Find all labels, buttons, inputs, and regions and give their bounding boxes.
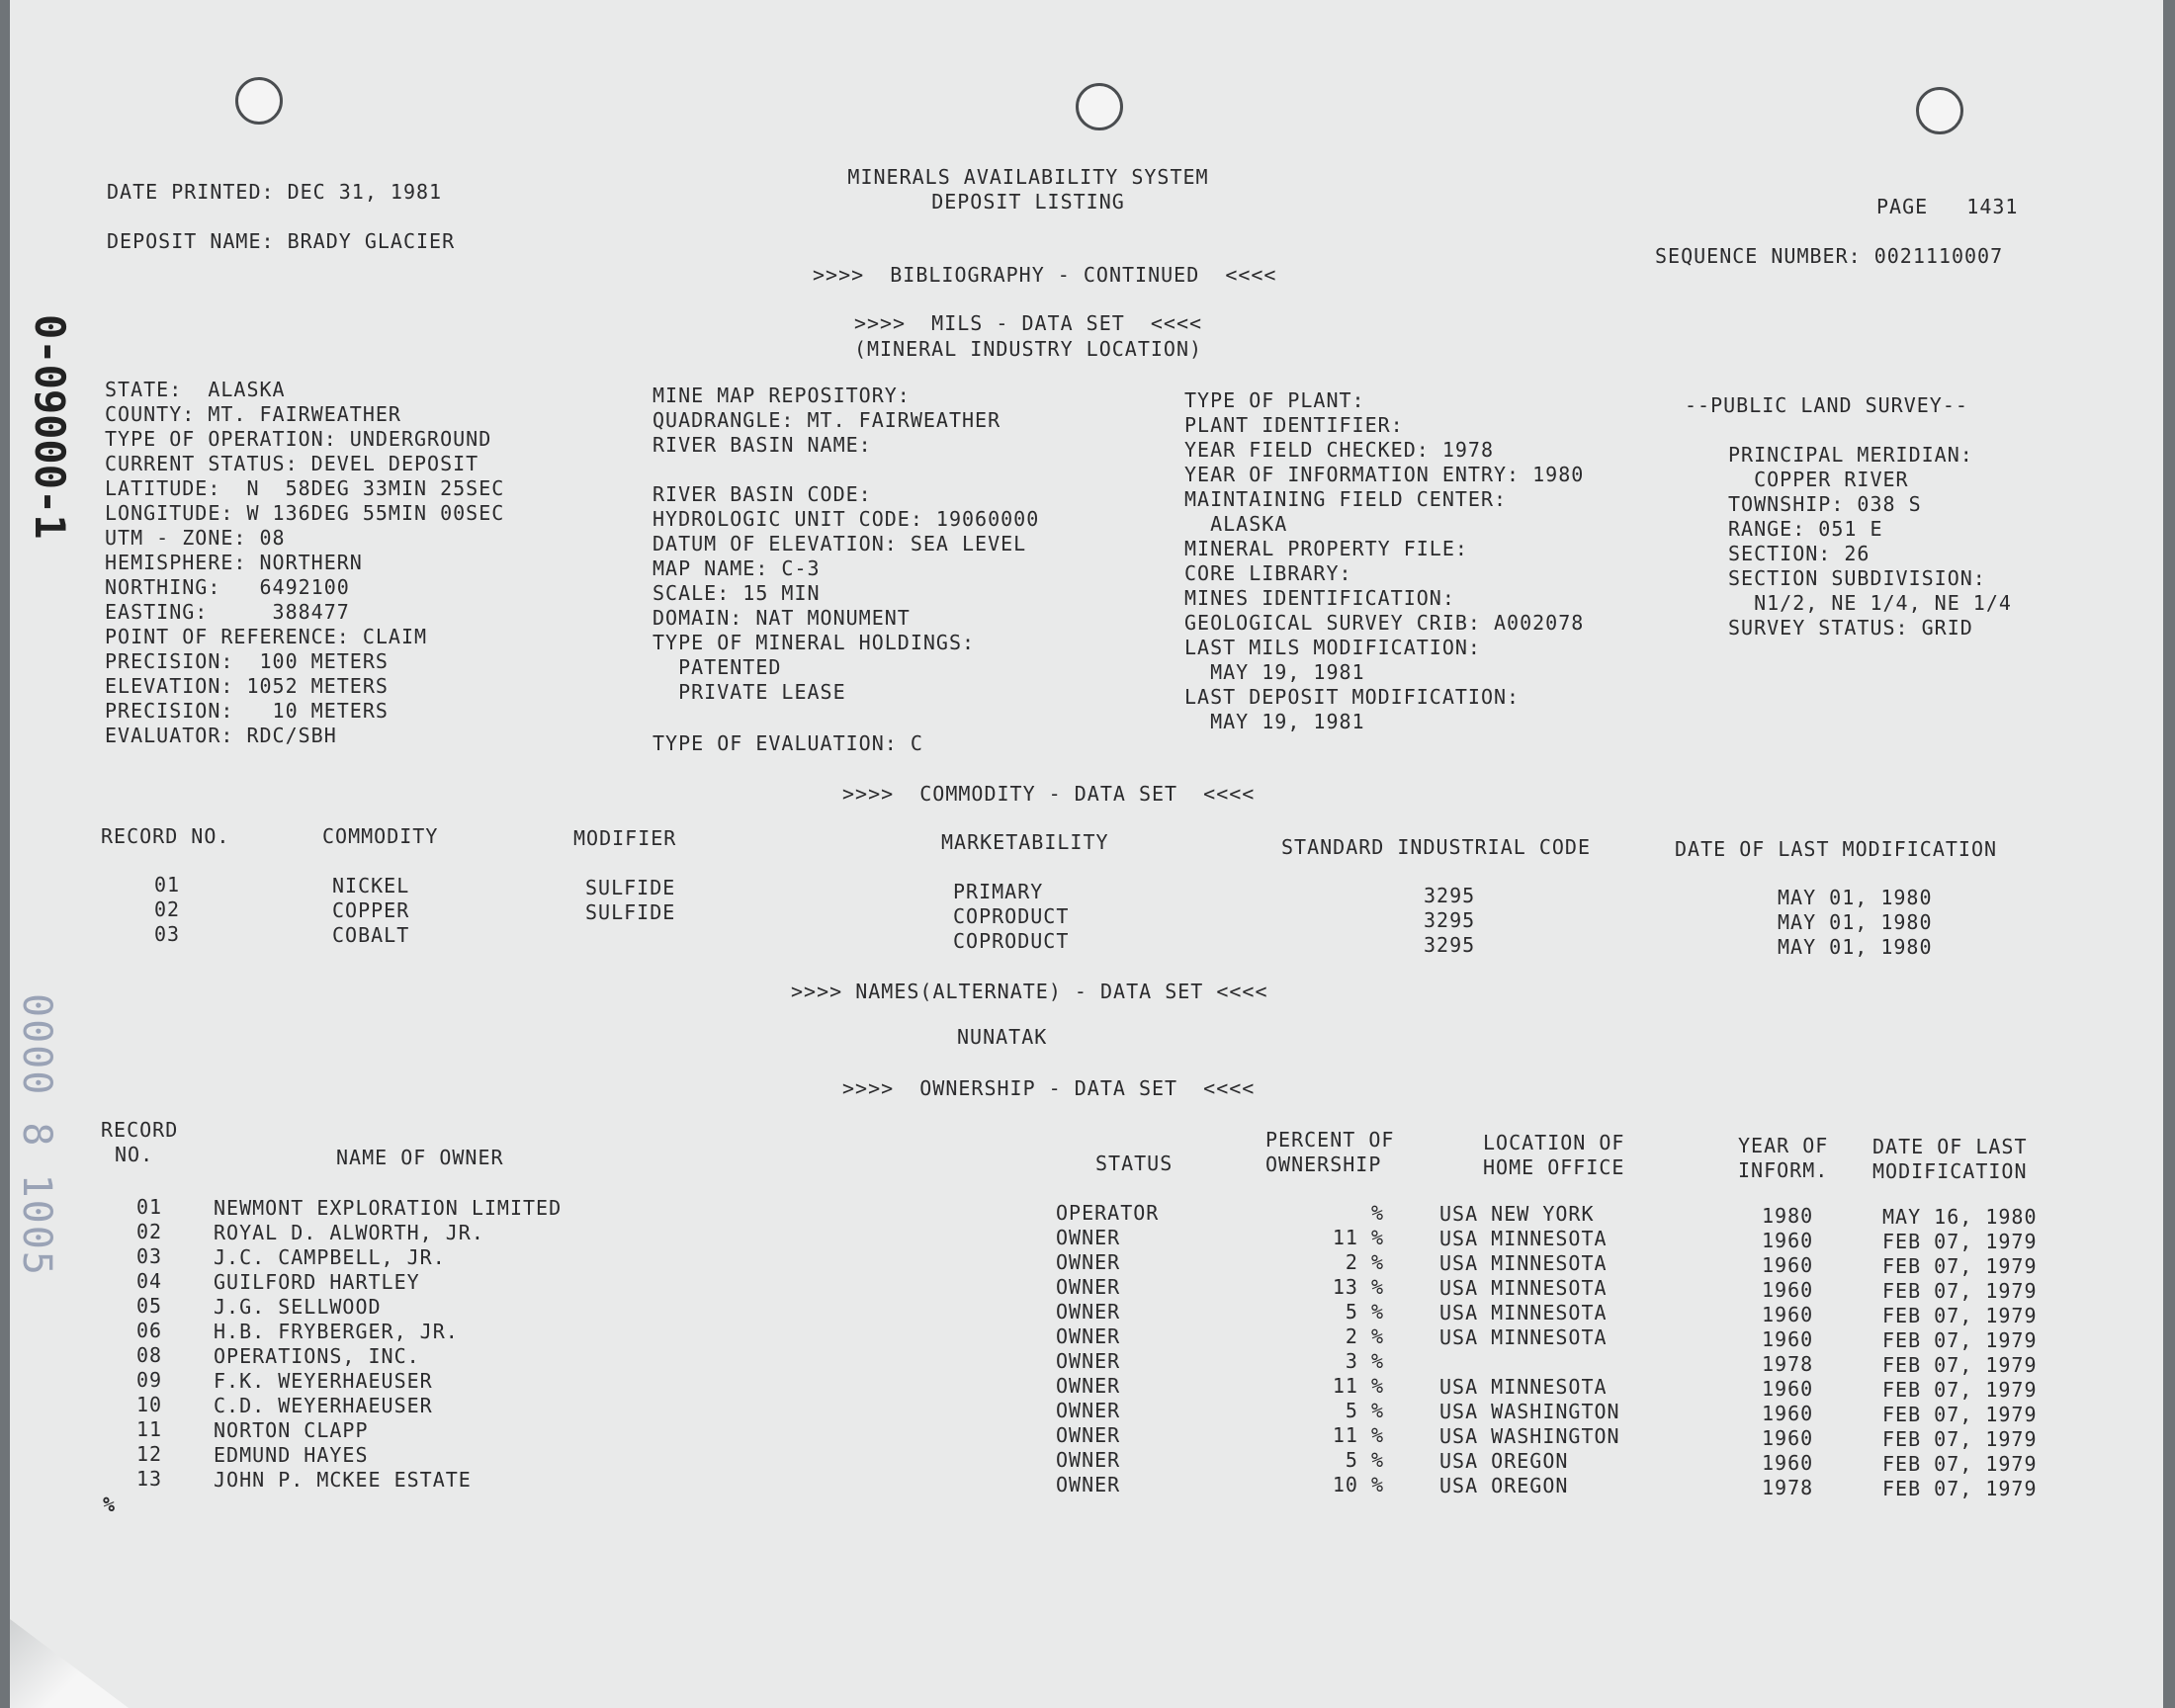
ownership-percent: 2 % (1345, 1250, 1384, 1274)
mils-plant-line: MAINTAINING FIELD CENTER: (1184, 487, 1508, 511)
ownership-owner-name: NEWMONT EXPLORATION LIMITED (214, 1196, 563, 1220)
commodity-modifier: SULFIDE (585, 900, 676, 924)
ownership-header-status: STATUS (1095, 1152, 1174, 1175)
ownership-header-year-2: INFORM. (1738, 1158, 1829, 1182)
ownership-owner-name: JOHN P. MCKEE ESTATE (214, 1468, 472, 1492)
punch-hole-left (235, 77, 283, 125)
ownership-record-no: 05 (136, 1294, 163, 1318)
ownership-year: 1980 (1762, 1204, 1814, 1228)
type-of-evaluation: TYPE OF EVALUATION: C (652, 731, 923, 755)
commodity-name: COBALT (332, 923, 410, 947)
ownership-owner-name: C.D. WEYERHAEUSER (214, 1394, 433, 1417)
mils-title: >>>> MILS - DATA SET <<<< (853, 311, 1203, 335)
commodity-modifier: SULFIDE (585, 876, 676, 899)
ownership-owner-name: F.K. WEYERHAEUSER (214, 1369, 433, 1393)
mils-hydrology-line: MAP NAME: C-3 (652, 556, 821, 580)
margin-faint-number: 0000 8 1005 (14, 993, 59, 1277)
ownership-record-no: 08 (136, 1343, 163, 1367)
ownership-percent: 5 % (1345, 1448, 1384, 1472)
ownership-status: OWNER (1056, 1275, 1121, 1299)
mils-plant-line: MINES IDENTIFICATION: (1184, 586, 1455, 610)
public-land-survey-line: PRINCIPAL MERIDIAN: (1728, 443, 1973, 467)
commodity-title: >>>> COMMODITY - DATA SET <<<< (842, 782, 1256, 806)
deposit-name: DEPOSIT NAME: BRADY GLACIER (107, 229, 456, 253)
page-number: PAGE 1431 (1876, 195, 2019, 218)
mils-plant-line: LAST MILS MODIFICATION: (1184, 636, 1481, 659)
commodity-marketability: COPRODUCT (953, 929, 1070, 953)
mils-plant-line: TYPE OF PLANT: (1184, 388, 1365, 412)
ownership-location: USA MINNESOTA (1439, 1375, 1608, 1399)
commodity-header-commodity: COMMODITY (322, 824, 439, 848)
ownership-record-no: 09 (136, 1368, 163, 1392)
mils-plant-line: LAST DEPOSIT MODIFICATION: (1184, 685, 1521, 709)
ownership-date: FEB 07, 1979 (1882, 1353, 2038, 1377)
mils-map-column (652, 384, 1000, 458)
ownership-percent: 5 % (1345, 1300, 1384, 1324)
commodity-marketability: PRIMARY (953, 880, 1044, 903)
ownership-owner-name: OPERATIONS, INC. (214, 1344, 420, 1368)
ownership-year: 1960 (1762, 1303, 1814, 1326)
ownership-header-location-2: HOME OFFICE (1483, 1155, 1625, 1179)
ownership-location: USA MINNESOTA (1439, 1251, 1608, 1275)
mils-plant-column (1184, 388, 1584, 734)
ownership-percent: 11 % (1332, 1226, 1384, 1249)
commodity-sic: 3295 (1424, 884, 1476, 907)
ownership-year: 1978 (1762, 1352, 1814, 1376)
mils-location-line: LATITUDE: N 58DEG 33MIN 25SEC (105, 476, 505, 500)
punch-hole-right (1916, 87, 1963, 134)
sequence-number: SEQUENCE NUMBER: 0021110007 (1655, 244, 2004, 268)
ownership-status: OWNER (1056, 1349, 1121, 1373)
mils-hydrology-line: PATENTED (652, 655, 782, 679)
ownership-location: USA WASHINGTON (1439, 1424, 1620, 1448)
ownership-record-no: 11 (136, 1417, 163, 1441)
public-land-survey-line: RANGE: 051 E (1728, 517, 1883, 541)
commodity-name: NICKEL (332, 874, 410, 897)
commodity-record-no: 01 (154, 873, 181, 897)
commodity-header-modifier: MODIFIER (573, 826, 677, 850)
mils-location-line: UTM - ZONE: 08 (105, 526, 286, 550)
mils-plant-line: GEOLOGICAL SURVEY CRIB: A002078 (1184, 611, 1585, 635)
margin-stamp-number: 0-09000-1 (26, 314, 74, 540)
ownership-header-location-1: LOCATION OF (1483, 1131, 1625, 1154)
mils-location-line: TYPE OF OPERATION: UNDERGROUND (105, 427, 492, 451)
ownership-percent: 11 % (1332, 1374, 1384, 1398)
mils-map-line: MINE MAP REPOSITORY: (652, 384, 911, 407)
ownership-date: FEB 07, 1979 (1882, 1452, 2038, 1476)
bibliography-continued: >>>> BIBLIOGRAPHY - CONTINUED <<<< (813, 263, 1277, 287)
mils-plant-line: MINERAL PROPERTY FILE: (1184, 537, 1468, 560)
commodity-header-sic: STANDARD INDUSTRIAL CODE (1281, 835, 1591, 859)
ownership-date: FEB 07, 1979 (1882, 1378, 2038, 1402)
commodity-sic: 3295 (1424, 908, 1476, 932)
ownership-owner-name: NORTON CLAPP (214, 1418, 369, 1442)
mils-hydrology-line: PRIVATE LEASE (652, 680, 846, 704)
mils-subtitle: (MINERAL INDUSTRY LOCATION) (853, 337, 1203, 361)
mils-location-line: LONGITUDE: W 136DEG 55MIN 00SEC (105, 501, 505, 525)
ownership-record-no: 10 (136, 1393, 163, 1416)
mils-hydrology-line: TYPE OF MINERAL HOLDINGS: (652, 631, 976, 654)
ownership-title: >>>> OWNERSHIP - DATA SET <<<< (842, 1076, 1256, 1100)
ownership-location: USA MINNESOTA (1439, 1227, 1608, 1250)
ownership-percent: 13 % (1332, 1275, 1384, 1299)
public-land-survey-line: N1/2, NE 1/4, NE 1/4 (1728, 591, 2012, 615)
ownership-owner-name: GUILFORD HARTLEY (214, 1270, 420, 1294)
ownership-year: 1960 (1762, 1229, 1814, 1252)
ownership-header-date-1: DATE OF LAST (1872, 1135, 2028, 1158)
public-land-survey-line: SECTION: 26 (1728, 542, 1870, 565)
ownership-year: 1960 (1762, 1327, 1814, 1351)
names-title: >>>> NAMES(ALTERNATE) - DATA SET <<<< (791, 980, 1268, 1003)
ownership-date: FEB 07, 1979 (1882, 1279, 2038, 1303)
commodity-header-record: RECORD NO. (101, 824, 230, 848)
ownership-location: USA OREGON (1439, 1449, 1569, 1473)
footer-percent-mark: % (103, 1493, 117, 1516)
mils-location-line: HEMISPHERE: NORTHERN (105, 551, 363, 574)
alternate-name: NUNATAK (957, 1025, 1048, 1049)
ownership-status: OWNER (1056, 1226, 1121, 1249)
ownership-location: USA MINNESOTA (1439, 1325, 1608, 1349)
ownership-status: OWNER (1056, 1324, 1121, 1348)
commodity-date: MAY 01, 1980 (1778, 886, 1933, 909)
commodity-header-marketability: MARKETABILITY (941, 830, 1109, 854)
ownership-owner-name: ROYAL D. ALWORTH, JR. (214, 1221, 484, 1244)
ownership-owner-name: EDMUND HAYES (214, 1443, 369, 1467)
ownership-header-year-1: YEAR OF (1738, 1134, 1829, 1157)
mils-location-line: STATE: ALASKA (105, 378, 286, 401)
commodity-name: COPPER (332, 898, 410, 922)
ownership-date: FEB 07, 1979 (1882, 1254, 2038, 1278)
ownership-year: 1960 (1762, 1426, 1814, 1450)
commodity-sic: 3295 (1424, 933, 1476, 957)
commodity-record-no: 02 (154, 897, 181, 921)
mils-location-line: CURRENT STATUS: DEVEL DEPOSIT (105, 452, 479, 475)
ownership-owner-name: H.B. FRYBERGER, JR. (214, 1320, 459, 1343)
ownership-year: 1978 (1762, 1476, 1814, 1499)
ownership-header-percent-2: OWNERSHIP (1265, 1153, 1382, 1176)
commodity-record-no: 03 (154, 922, 181, 946)
ownership-year: 1960 (1762, 1451, 1814, 1475)
ownership-percent: 3 % (1345, 1349, 1384, 1373)
ownership-year: 1960 (1762, 1253, 1814, 1277)
commodity-header-date: DATE OF LAST MODIFICATION (1675, 837, 1998, 861)
ownership-header-date-2: MODIFICATION (1872, 1159, 2028, 1183)
public-land-survey-title: --PUBLIC LAND SURVEY-- (1685, 393, 1968, 417)
ownership-status: OWNER (1056, 1399, 1121, 1422)
ownership-record-no: 04 (136, 1269, 163, 1293)
mils-hydrology-line: SCALE: 15 MIN (652, 581, 821, 605)
listing-title: DEPOSIT LISTING (931, 190, 1125, 214)
date-printed: DATE PRINTED: DEC 31, 1981 (107, 180, 443, 204)
ownership-year: 1960 (1762, 1402, 1814, 1425)
ownership-status: OWNER (1056, 1448, 1121, 1472)
public-land-survey-column (1728, 443, 2012, 640)
ownership-header-no: NO. (115, 1143, 154, 1166)
public-land-survey-line: SURVEY STATUS: GRID (1728, 616, 1973, 640)
ownership-status: OWNER (1056, 1423, 1121, 1447)
ownership-status: OWNER (1056, 1374, 1121, 1398)
mils-plant-line: MAY 19, 1981 (1184, 710, 1365, 733)
mils-location-line: ELEVATION: 1052 METERS (105, 674, 389, 698)
ownership-date: FEB 07, 1979 (1882, 1230, 2038, 1253)
mils-plant-line: YEAR FIELD CHECKED: 1978 (1184, 438, 1494, 462)
ownership-percent: 2 % (1345, 1324, 1384, 1348)
mils-plant-line: MAY 19, 1981 (1184, 660, 1365, 684)
mils-location-line: EASTING: 388477 (105, 600, 350, 624)
mils-map-line: QUADRANGLE: MT. FAIRWEATHER (652, 408, 1001, 432)
ownership-location: USA MINNESOTA (1439, 1301, 1608, 1324)
ownership-date: FEB 07, 1979 (1882, 1427, 2038, 1451)
mils-location-line: POINT OF REFERENCE: CLAIM (105, 625, 428, 648)
ownership-record-no: 13 (136, 1467, 163, 1491)
ownership-percent: 5 % (1345, 1399, 1384, 1422)
ownership-status: OPERATOR (1056, 1201, 1160, 1225)
mils-plant-line: PLANT IDENTIFIER: (1184, 413, 1404, 437)
ownership-year: 1960 (1762, 1278, 1814, 1302)
folded-corner (10, 1619, 129, 1708)
ownership-status: OWNER (1056, 1473, 1121, 1496)
mils-location-line: NORTHING: 6492100 (105, 575, 350, 599)
ownership-record-no: 03 (136, 1244, 163, 1268)
ownership-percent: 10 % (1332, 1473, 1384, 1496)
ownership-date: FEB 07, 1979 (1882, 1304, 2038, 1327)
ownership-record-no: 02 (136, 1220, 163, 1243)
ownership-percent: 11 % (1332, 1423, 1384, 1447)
system-title: MINERALS AVAILABILITY SYSTEM (847, 165, 1209, 189)
commodity-date: MAY 01, 1980 (1778, 910, 1933, 934)
mils-location-line: COUNTY: MT. FAIRWEATHER (105, 402, 401, 426)
ownership-date: MAY 16, 1980 (1882, 1205, 2038, 1229)
mils-plant-line: ALASKA (1184, 512, 1288, 536)
ownership-location: USA NEW YORK (1439, 1202, 1595, 1226)
ownership-date: FEB 07, 1979 (1882, 1403, 2038, 1426)
ownership-location: USA OREGON (1439, 1474, 1569, 1497)
ownership-owner-name: J.C. CAMPBELL, JR. (214, 1245, 446, 1269)
commodity-marketability: COPRODUCT (953, 904, 1070, 928)
ownership-date: FEB 07, 1979 (1882, 1477, 2038, 1500)
ownership-location: USA WASHINGTON (1439, 1400, 1620, 1423)
ownership-header-name: NAME OF OWNER (336, 1146, 504, 1169)
mils-plant-line: CORE LIBRARY: (1184, 561, 1352, 585)
mils-hydrology-line: DOMAIN: NAT MONUMENT (652, 606, 911, 630)
ownership-owner-name: J.G. SELLWOOD (214, 1295, 382, 1319)
mils-location-line: PRECISION: 10 METERS (105, 699, 389, 723)
mils-hydrology-column (652, 482, 1039, 705)
punch-hole-center (1076, 83, 1123, 130)
public-land-survey-line: COPPER RIVER (1728, 468, 1909, 491)
document-page (10, 0, 2163, 1708)
public-land-survey-line: TOWNSHIP: 038 S (1728, 492, 1922, 516)
mils-location-line: EVALUATOR: RDC/SBH (105, 724, 337, 747)
ownership-status: OWNER (1056, 1300, 1121, 1324)
mils-hydrology-line: HYDROLOGIC UNIT CODE: 19060000 (652, 507, 1040, 531)
ownership-date: FEB 07, 1979 (1882, 1328, 2038, 1352)
ownership-location: USA MINNESOTA (1439, 1276, 1608, 1300)
ownership-header-percent-1: PERCENT OF (1265, 1128, 1395, 1152)
ownership-record-no: 12 (136, 1442, 163, 1466)
ownership-year: 1960 (1762, 1377, 1814, 1401)
mils-location-line: PRECISION: 100 METERS (105, 649, 389, 673)
ownership-header-record: RECORD (101, 1118, 179, 1142)
public-land-survey-line: SECTION SUBDIVISION: (1728, 566, 1986, 590)
commodity-date: MAY 01, 1980 (1778, 935, 1933, 959)
ownership-percent: % (1370, 1201, 1384, 1225)
mils-hydrology-line: DATUM OF ELEVATION: SEA LEVEL (652, 532, 1027, 555)
ownership-record-no: 06 (136, 1319, 163, 1342)
ownership-status: OWNER (1056, 1250, 1121, 1274)
mils-plant-line: YEAR OF INFORMATION ENTRY: 1980 (1184, 463, 1585, 486)
mils-hydrology-line: RIVER BASIN CODE: (652, 482, 872, 506)
ownership-record-no: 01 (136, 1195, 163, 1219)
mils-map-line: RIVER BASIN NAME: (652, 433, 872, 457)
mils-location-column (105, 378, 504, 748)
